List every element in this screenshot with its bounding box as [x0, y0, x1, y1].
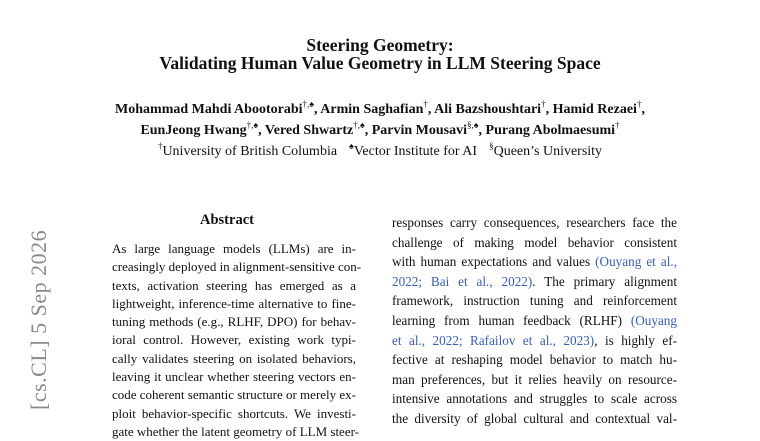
abstract-line: tuning methods (e.g., RLHF, DPO) for behav- — [112, 314, 356, 330]
author-name: Parvin Mousavi — [371, 123, 468, 138]
citation-text: 2022; Bai et al., 2022) — [392, 273, 533, 289]
author-name: Armin Saghafian — [320, 102, 424, 117]
abstract-line: ploit behavior-specific shortcuts. We investi- — [112, 405, 356, 421]
abstract-line: gate whether the latent geometry of LLM steer- — [112, 423, 359, 439]
intro-line — [392, 291, 677, 311]
author-name: Mohammad Mahdi Abootorabi — [115, 102, 303, 117]
intro-line — [392, 213, 677, 233]
abstract-line: creasingly deployed in alignment-sensitive con- — [112, 259, 362, 275]
intro-text: responses carry consequences, researchers face the — [392, 215, 677, 230]
abstract-line: leaving it unclear whether steering vectors en- — [112, 369, 356, 385]
author-affiliation-mark: † — [636, 99, 642, 109]
affiliation-mark: § — [489, 141, 494, 151]
abstract-line: ioral control. However, existing work typi- — [112, 332, 356, 348]
affiliation-item — [349, 141, 478, 159]
abstract-line: As large language models (LLMs) are in- — [112, 241, 356, 256]
intro-text: learning from human feedback (RLHF) — [392, 312, 631, 328]
abstract-line: code coherent semantic structure or merely ex- — [112, 387, 356, 403]
abstract-heading: Abstract — [200, 212, 254, 228]
author-affiliation-mark: †,♠ — [246, 120, 259, 130]
paper-title-line-1: Steering Geometry: — [306, 35, 454, 55]
author-name: Purang Abolmaesumi — [485, 123, 616, 138]
author-list-line-1: Mohammad Mahdi Abootorabi†,♠, Armin Saghafian†, Ali Bazshoushtari†, Hamid Rezaei†, — [115, 99, 645, 117]
author-name: Ali Bazshoushtari — [434, 102, 542, 117]
author-affiliation-mark: †,♠ — [302, 99, 315, 109]
intro-line — [392, 389, 677, 409]
intro-text: with human expectations and values — [392, 254, 596, 270]
affiliation-name: Queen’s University — [493, 144, 603, 159]
abstract-line: texts, activation steering has emerged as a — [112, 277, 356, 293]
affiliation-name: University of British Columbia — [162, 144, 338, 159]
affiliation-item — [489, 141, 603, 159]
affiliation-mark: ♠ — [349, 141, 354, 151]
abstract-line: cally validates steering on isolated behaviors, — [112, 350, 356, 366]
intro-text: . The primary alignment — [532, 273, 677, 289]
intro-line — [392, 350, 677, 370]
intro-line — [392, 331, 677, 351]
intro-text: intensive annotations and struggles to scale across — [392, 391, 677, 407]
intro-line — [392, 252, 677, 272]
abstract-line: lightweight, inference-time alternative to fine- — [112, 295, 356, 311]
author-affiliation-mark: † — [615, 120, 620, 130]
intro-text: framework, instruction tuning and reinforcement — [392, 293, 677, 309]
affiliation-mark: † — [157, 141, 163, 151]
author-name: Vered Shwartz — [264, 123, 354, 138]
affiliations — [0, 142, 760, 162]
intro-line — [392, 409, 677, 429]
citation-text: (Ouyang et al., — [595, 254, 677, 270]
intro-line — [392, 233, 677, 253]
intro-text: , is highly ef- — [594, 332, 677, 348]
abstract-body — [112, 240, 362, 441]
citation-text: et al., 2022; Rafailov et al., 2023) — [392, 332, 595, 348]
intro-text: man preferences, but it relies heavily on resource- — [392, 371, 677, 387]
intro-line — [392, 311, 677, 331]
author-affiliation-mark: †,♠ — [353, 120, 365, 130]
author-affiliation-mark: † — [541, 99, 546, 109]
intro-text: challenge of making model behavior consistent — [392, 234, 677, 250]
author-name: EunJeong Hwang — [140, 123, 247, 138]
intro-line — [392, 272, 677, 292]
author-affiliation-mark: §,♠ — [467, 120, 479, 130]
author-name: Hamid Rezaei — [552, 102, 637, 117]
intro-text: the diversity of global cultural and contextual val- — [392, 410, 677, 426]
arxiv-sidebar-stamp: [cs.CL] 5 Sep 2026 — [26, 229, 51, 410]
author-list-line-2: EunJeong Hwang†,♠, Vered Shwartz†,♠, Parvin Mousavi§,♠, Purang Abolmaesumi† — [140, 120, 620, 138]
affiliation-item — [157, 141, 338, 159]
paper-title-line-2: Validating Human Value Geometry in LLM Steering Space — [159, 53, 601, 73]
intro-line — [392, 370, 677, 390]
introduction-body — [392, 213, 677, 429]
author-affiliation-mark: † — [423, 99, 428, 109]
affiliation-name: Vector Institute for AI — [353, 144, 478, 159]
citation-text: (Ouyang — [630, 312, 677, 328]
intro-text: fective at reshaping model behavior to match hu- — [392, 352, 677, 368]
